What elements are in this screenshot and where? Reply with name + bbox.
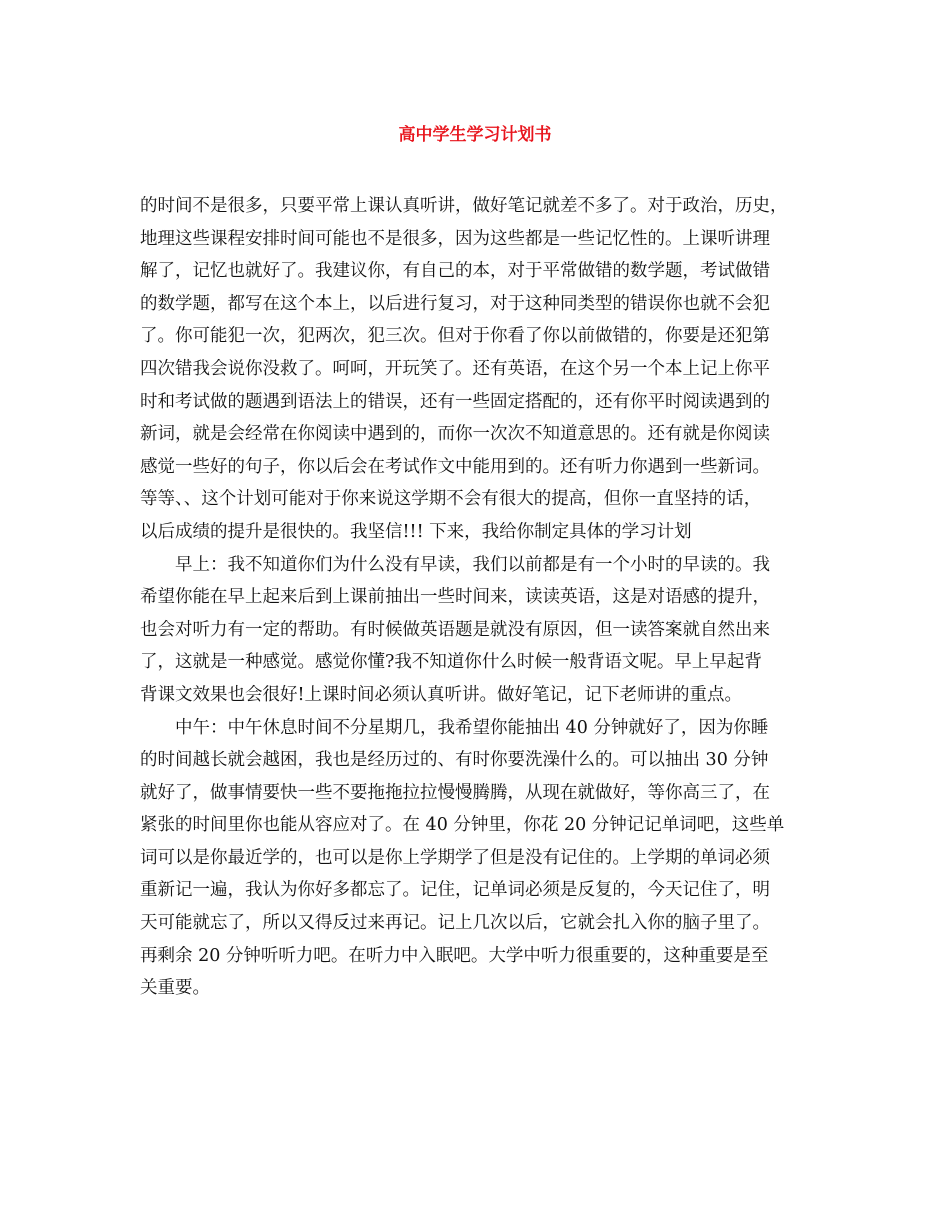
body-line: 关重要。 bbox=[140, 978, 210, 999]
paragraph-morning-start: 早上：我不知道你们为什么没有早读，我们以前都是有一个小时的早读的。我 bbox=[175, 554, 770, 575]
body-line: 重新记一遍，我认为你好多都忘了。记住，记单词必须是反复的，今天记住了，明 bbox=[140, 880, 770, 901]
body-line: 的时间不是很多，只要平常上课认真听讲，做好笔记就差不多了。对于政治，历史， bbox=[140, 196, 788, 216]
body-line: 再剩余 20 分钟听听力吧。在听力中入眠吧。大学中听力很重要的，这种重要是至 bbox=[140, 945, 769, 966]
paragraph-noon-start: 中午：中午休息时间不分星期几，我希望你能抽出 40 分钟就好了，因为你睡 bbox=[175, 717, 769, 738]
body-line: 等等、、这个计划可能对于你来说这学期不会有很大的提高，但你一直坚持的话， bbox=[140, 489, 762, 510]
body-line: 希望你能在早上起来后到上课前抽出一些时间来，读读英语，这是对语感的提升， bbox=[140, 587, 770, 608]
body-line: 的数学题，都写在这个本上，以后进行复习，对于这种同类型的错误你也就不会犯 bbox=[140, 293, 770, 314]
document-title: 高中学生学习计划书 bbox=[398, 125, 552, 145]
body-line: 也会对听力有一定的帮助。有时候做英语题是就没有原因，但一读答案就自然出来 bbox=[140, 619, 770, 640]
body-line: 以后成绩的提升是很快的。我坚信!!! 下来，我给你制定具体的学习计划 bbox=[140, 521, 692, 542]
body-line: 了。你可能犯一次，犯两次，犯三次。但对于你看了你以前做错的，你要是还犯第 bbox=[140, 326, 770, 347]
body-line: 背课文效果也会很好!上课时间必须认真听讲。做好笔记，记下老师讲的重点。 bbox=[140, 684, 743, 705]
body-line: 地理这些课程安排时间可能也不是很多，因为这些都是一些记忆性的。上课听讲理 bbox=[140, 228, 770, 249]
body-line: 解了，记忆也就好了。我建议你，有自己的本，对于平常做错的数学题，考试做错 bbox=[140, 261, 770, 282]
body-line: 词可以是你最近学的，也可以是你上学期学了但是没有记住的。上学期的单词必须 bbox=[140, 847, 770, 868]
body-line: 感觉一些好的句子，你以后会在考试作文中能用到的。还有听力你遇到一些新词。 bbox=[140, 456, 770, 477]
body-line: 时和考试做的题遇到语法上的错误，还有一些固定搭配的，还有你平时阅读遇到的 bbox=[140, 391, 770, 412]
body-line: 四次错我会说你没救了。呵呵，开玩笑了。还有英语，在这个另一个本上记上你平 bbox=[140, 358, 770, 379]
document-body bbox=[140, 190, 830, 1005]
body-line: 就好了，做事情要快一些不要拖拖拉拉慢慢腾腾，从现在就做好，等你高三了，在 bbox=[140, 782, 770, 803]
body-line: 的时间越长就会越困，我也是经历过的、有时你要洗澡什么的。可以抽出 30 分钟 bbox=[140, 750, 769, 771]
body-line: 新词，就是会经常在你阅读中遇到的，而你一次次不知道意思的。还有就是你阅读 bbox=[140, 424, 770, 445]
body-line: 天可能就忘了，所以又得反过来再记。记上几次以后，它就会扎入你的脑子里了。 bbox=[140, 913, 770, 934]
body-line: 了，这就是一种感觉。感觉你懂?我不知道你什么时候一般背语文呢。早上早起背 bbox=[140, 652, 762, 673]
body-line: 紧张的时间里你也能从容应对了。在 40 分钟里，你花 20 分钟记记单词吧，这些单 bbox=[140, 815, 785, 836]
